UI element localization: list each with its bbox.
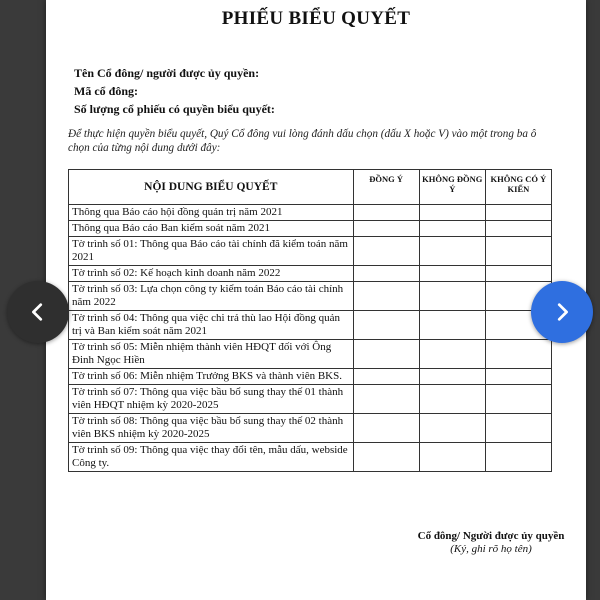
row-content: Tờ trình số 02: Kế hoạch kinh doanh năm 2022 [69,266,354,282]
row-content: Tờ trình số 05: Miễn nhiệm thành viên HĐQT đối với Ông Đinh Ngọc Hiền [69,340,354,369]
disagree-cell [419,266,485,282]
table-header-row [69,170,552,205]
disagree-cell [419,385,485,414]
agree-cell [353,414,419,443]
row-content: Tờ trình số 03: Lựa chọn công ty kiểm toán Báo cáo tài chính năm 2022 [69,282,354,311]
chevron-right-icon [551,301,573,323]
row-content: Tờ trình số 04: Thông qua việc chi trả thù lao Hội đồng quản trị và Ban kiểm soát năm 2021 [69,311,354,340]
signature-title: Cổ đông/ Người được ủy quyền [417,530,565,542]
table-row [69,340,552,369]
no-opinion-cell [485,205,551,221]
disagree-cell [419,340,485,369]
next-page-button[interactable] [531,281,593,343]
disagree-cell [419,369,485,385]
row-content: Tờ trình số 06: Miễn nhiệm Trưởng BKS và thành viên BKS. [69,369,354,385]
agree-cell [353,221,419,237]
agree-cell [353,205,419,221]
agree-cell [353,369,419,385]
disagree-cell [419,282,485,311]
table-row [69,266,552,282]
header-agree: ĐỒNG Ý [353,170,419,205]
disagree-cell [419,237,485,266]
row-content: Thông qua Báo cáo hội đồng quản trị năm 2021 [69,205,354,221]
disagree-cell [419,414,485,443]
no-opinion-cell [485,237,551,266]
row-content: Tờ trình số 08: Thông qua việc bầu bổ sung thay thế 02 thành viên BKS nhiệm kỳ 2020-2025 [69,414,354,443]
no-opinion-cell [485,266,551,282]
document-title: PHIẾU BIỂU QUYẾT [221,8,411,29]
previous-page-button[interactable] [7,281,69,343]
no-opinion-cell [485,340,551,369]
no-opinion-cell [485,385,551,414]
document-page [46,0,586,600]
no-opinion-cell [485,414,551,443]
table-row [69,282,552,311]
table-row [69,237,552,266]
row-content: Tờ trình số 07: Thông qua việc bầu bổ sung thay thế 01 thành viên HĐQT nhiệm kỳ 2020-2025 [69,385,354,414]
table-row [69,311,552,340]
disagree-cell [419,443,485,472]
instruction-text: Để thực hiện quyền biểu quyết, Quý Cổ đông vui lòng đánh dấu chọn (dấu X hoặc V) vào một trong ba ô chọn của từng nội dung dưới đây: [68,128,537,154]
agree-cell [353,266,419,282]
agree-cell [353,443,419,472]
row-content: Tờ trình số 01: Thông qua Báo cáo tài chính đã kiểm toán năm 2021 [69,237,354,266]
chevron-left-icon [27,301,49,323]
field-shareholder-code: Mã cổ đông: [74,84,138,98]
agree-cell [353,340,419,369]
table-row [69,443,552,472]
agree-cell [353,385,419,414]
field-share-count: Số lượng cổ phiếu có quyền biểu quyết: [74,102,275,116]
agree-cell [353,237,419,266]
signature-block [406,530,576,555]
disagree-cell [419,221,485,237]
table-row [69,385,552,414]
row-content: Tờ trình số 09: Thông qua việc thay đổi tên, mẫu dấu, webside Công ty. [69,443,354,472]
header-disagree: KHÔNG ĐỒNG Ý [419,170,485,205]
header-content: NỘI DUNG BIỂU QUYẾT [69,170,354,205]
agree-cell [353,282,419,311]
table-row [69,205,552,221]
disagree-cell [419,205,485,221]
field-shareholder-name: Tên Cổ đông/ người được ủy quyền: [74,66,260,80]
disagree-cell [419,311,485,340]
row-content: Thông qua Báo cáo Ban kiểm soát năm 2021 [69,221,354,237]
no-opinion-cell [485,369,551,385]
header-no-opinion: KHÔNG CÓ Ý KIẾN [485,170,551,205]
no-opinion-cell [485,443,551,472]
table-row [69,369,552,385]
signature-note: (Ký, ghi rõ họ tên) [450,543,532,555]
agree-cell [353,311,419,340]
table-row [69,221,552,237]
no-opinion-cell [485,221,551,237]
voting-table [68,169,552,472]
table-row [69,414,552,443]
